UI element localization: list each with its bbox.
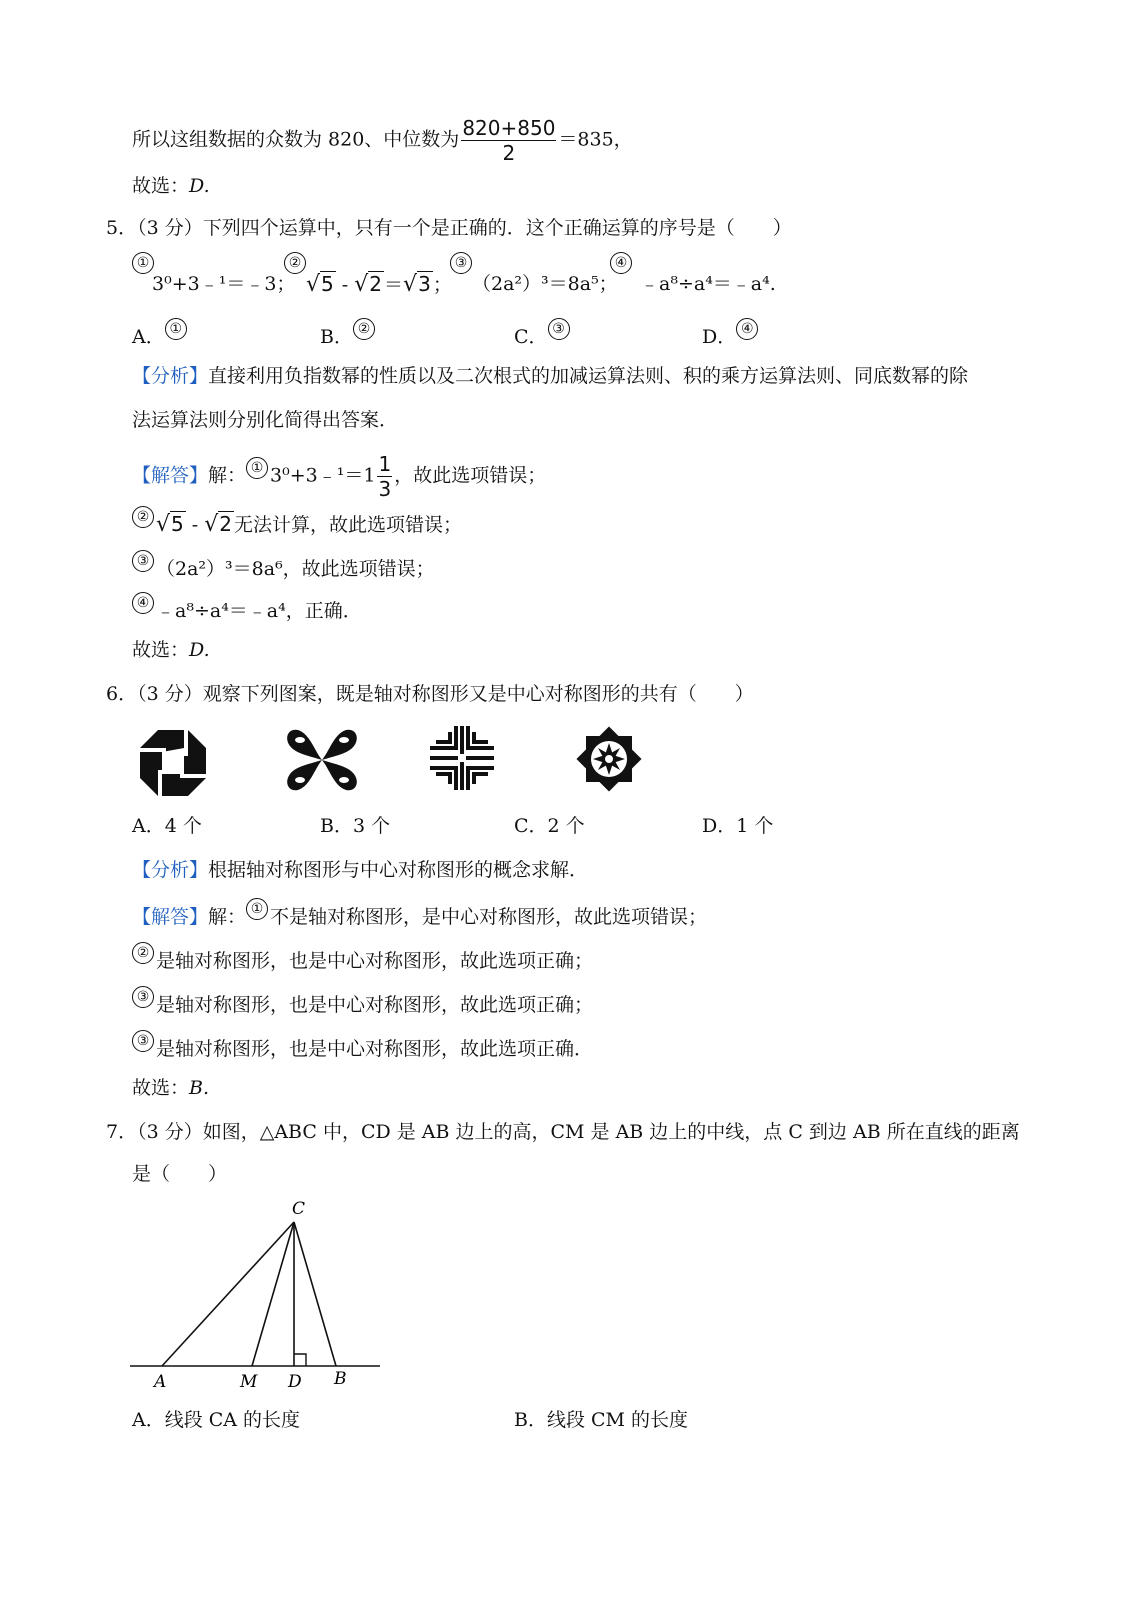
circled-1: ① <box>246 898 268 920</box>
sqrt-3: √3 <box>403 272 431 297</box>
circled-2: ② <box>353 318 375 340</box>
label-m: M <box>240 1372 258 1392</box>
q6-answer: 故选：B. <box>132 1077 210 1099</box>
label-d: D <box>288 1372 302 1392</box>
q6-option-a: A．4 个 <box>132 815 202 837</box>
q5-expr-4: ﹣a⁸÷a⁴＝﹣a⁴. <box>640 273 776 295</box>
q7-option-b: B．线段 CM 的长度 <box>514 1409 689 1431</box>
q6-solution-4: ③ 是轴对称图形，也是中心对称图形，故此选项正确． <box>132 1030 593 1063</box>
circled-1: ① <box>165 318 187 340</box>
q5-option-c: C． ③ <box>514 318 572 351</box>
octagon-pinwheel-icon <box>138 728 208 798</box>
circled-3: ③ <box>132 1030 154 1052</box>
analysis-tag: 【分析】 <box>132 365 209 387</box>
q5-expr-2: √5 - √2 ＝√3 ； <box>306 272 452 297</box>
cross-ribbon-icon <box>430 726 494 790</box>
q6-solution-1: 【解答】解： ① 不是轴对称图形，是中心对称图形，故此选项错误； <box>132 898 707 931</box>
solution-tag: 【解答】 <box>132 906 209 928</box>
q5-expr-3: （2a²）³＝8a⁵； <box>472 273 618 295</box>
q5-solution-1: 【解答】解： ① 3⁰+3﹣¹＝1 $\frac{1}{3}$ ，故此选项错误； <box>132 452 547 501</box>
prev-text: 所以这组数据的众数为 820、中位数为 <box>132 128 460 151</box>
prev-answer-letter: D. <box>189 175 210 197</box>
bowtie-knot-icon <box>284 726 360 794</box>
q7-stem-l2: 是（ ） <box>132 1163 228 1185</box>
q6-analysis: 【分析】根据轴对称图形与中心对称图形的概念求解． <box>132 859 589 881</box>
q6-solution-3: ③ 是轴对称图形，也是中心对称图形，故此选项正确； <box>132 986 593 1019</box>
q6-option-d: D．1 个 <box>702 815 774 837</box>
q5-expr-1: 3⁰+3﹣¹＝﹣3； <box>152 273 296 295</box>
q5-solution-2: ② √5 - √2 无法计算，故此选项错误； <box>132 506 462 539</box>
one-third-fraction: $\frac{1}{3}$ <box>378 452 392 501</box>
circled-3: ③ <box>450 252 472 274</box>
q7-option-a: A．线段 CA 的长度 <box>132 1409 301 1431</box>
q5-solution-3: ③ （2a²）³＝8a⁶，故此选项错误； <box>132 550 435 583</box>
q5-analysis-l2: 法运算法则分别化简得出答案． <box>132 409 399 431</box>
prev-fraction <box>461 116 556 165</box>
circled-3: ③ <box>132 986 154 1008</box>
q5-analysis-l1: 【分析】直接利用负指数幂的性质以及二次根式的加减运算法则、积的乘方运算法则、同底数幂的除 <box>132 365 969 387</box>
prev-result: ＝835， <box>558 128 633 151</box>
sqrt-2: √2 <box>354 272 383 297</box>
analysis-tag: 【分析】 <box>132 859 209 881</box>
q5-marker-3 <box>450 252 474 283</box>
circled-3: ③ <box>548 318 570 340</box>
circled-4: ④ <box>132 592 154 614</box>
segment-cb <box>294 1222 336 1366</box>
q5-marker-4 <box>610 252 634 283</box>
circled-1: ① <box>132 252 154 274</box>
label-a: A <box>154 1372 167 1392</box>
triangle-figure <box>128 1194 384 1394</box>
q5-solution-4: ④ ﹣a⁸÷a⁴＝﹣a⁴，正确． <box>132 592 362 625</box>
q6-stem: 6．（3 分）观察下列图案，既是轴对称图形又是中心对称图形的共有（ ） <box>106 683 754 705</box>
circled-2: ② <box>132 506 154 528</box>
circled-1: ① <box>246 457 268 479</box>
prev-mode-median-line <box>132 116 633 165</box>
solution-tag: 【解答】 <box>132 464 209 487</box>
q6-option-b: B．3 个 <box>320 815 391 837</box>
star-flower-icon <box>574 724 644 794</box>
segment-ca <box>162 1222 294 1366</box>
q5-answer: 故选：D. <box>132 639 210 661</box>
q6-option-c: C．2 个 <box>514 815 585 837</box>
q5-stem: 5．（3 分）下列四个运算中，只有一个是正确的．这个正确运算的序号是（ ） <box>106 217 792 239</box>
circled-3: ③ <box>132 550 154 572</box>
q5-option-d: D． ④ <box>702 318 760 351</box>
q5-option-a: A． ① <box>132 318 189 351</box>
prev-answer-label: 故选： <box>132 175 190 197</box>
prev-frac-den: 2 <box>502 141 516 165</box>
circled-4: ④ <box>610 252 632 274</box>
label-c: C <box>292 1199 306 1219</box>
right-angle-mark <box>294 1354 306 1366</box>
label-b: B <box>334 1369 347 1389</box>
circled-4: ④ <box>736 318 758 340</box>
sqrt-5: √5 <box>306 272 334 297</box>
circled-2: ② <box>132 942 154 964</box>
q6-solution-2: ② 是轴对称图形，也是中心对称图形，故此选项正确； <box>132 942 593 975</box>
q5-option-b: B． ② <box>320 318 377 351</box>
q5-marker-2 <box>284 252 308 283</box>
q7-stem-l1: 7．（3 分）如图，△ABC 中，CD 是 AB 边上的高，CM 是 AB 边上的中线，点 C 到边 AB 所在直线的距离 <box>106 1121 1020 1143</box>
prev-answer <box>132 172 210 200</box>
segment-cm <box>252 1222 294 1366</box>
prev-frac-num: 820+850 <box>462 116 556 140</box>
circled-2: ② <box>284 252 306 274</box>
